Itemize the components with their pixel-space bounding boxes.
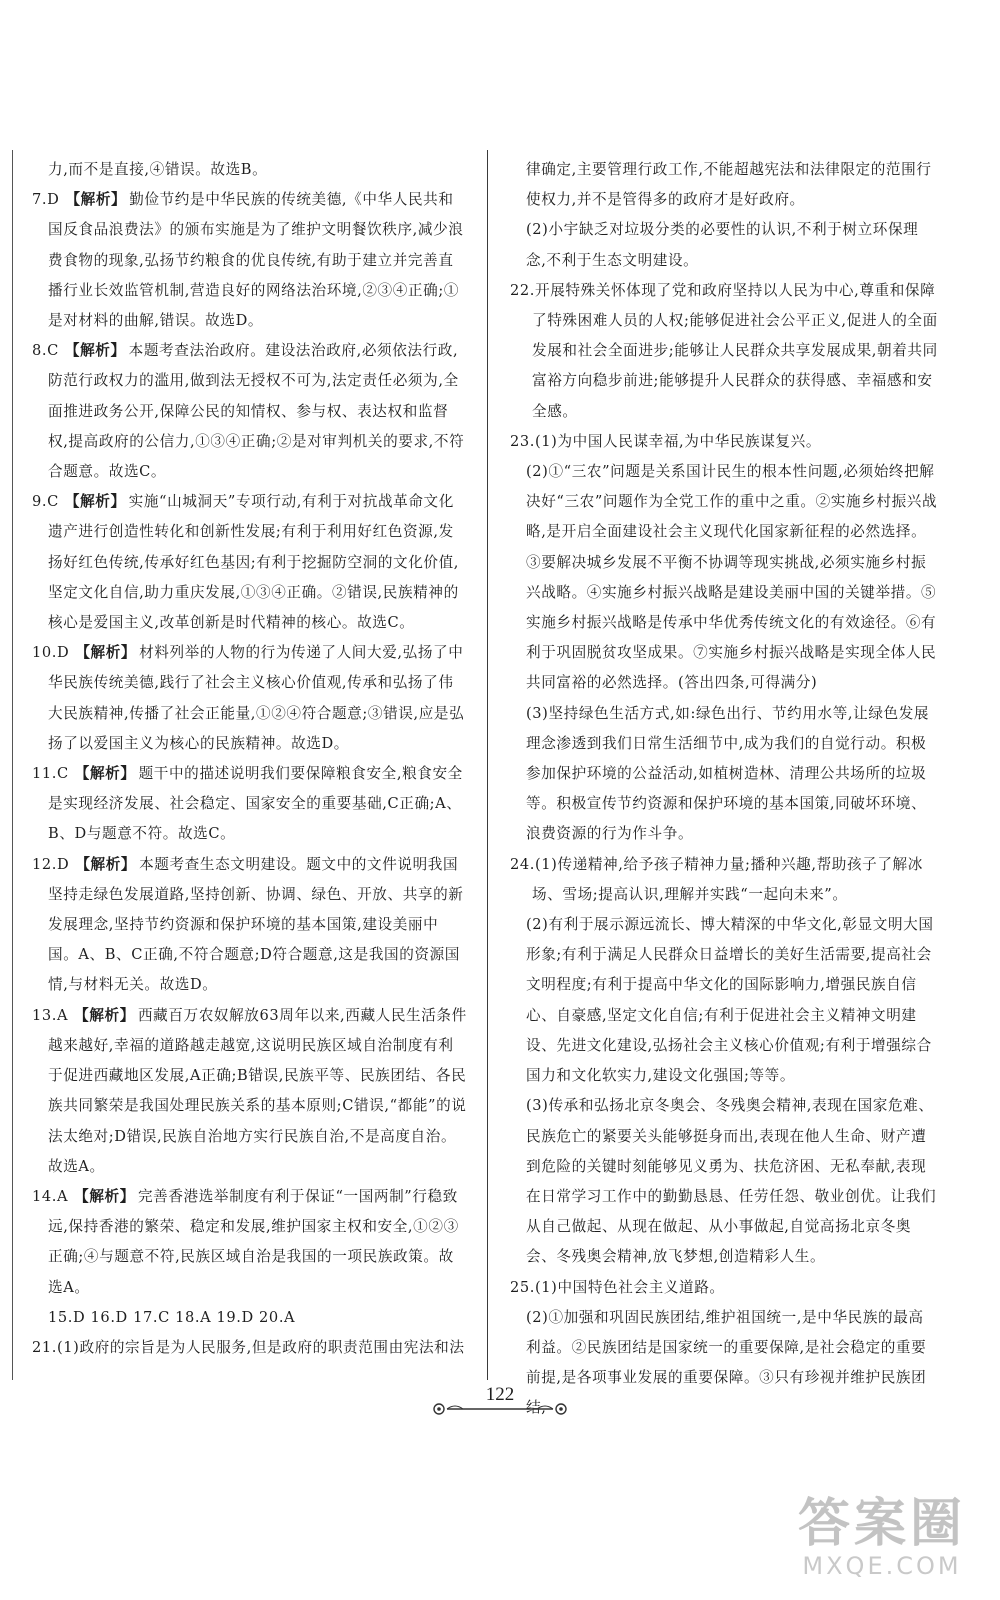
answer-paragraph: 25.(1)中国特色社会主义道路。 [510, 1278, 725, 1296]
answer-paragraph: (2)有利于展示源远流长、博大精深的中华文化,彰显文明大国形象;有利于满足人民群众日益增长的美好生活需要,提高社会文明程度;有利于提高中华文化的国际影响力,增强民族自信心、自豪感,坚定文化自信;有利于促进社会主义精神文明建设、先进文化建设,弘扬社会主义核心价值观;有利于增强综合国力和文化软实力,建设文化强国;等等。 [526, 916, 934, 1085]
answer-item [32, 1182, 467, 1303]
answer-body: 实施“山城洞天”专项行动,有利于对抗战革命文化遗产进行创造性转化和创新性发展;有利于利用好红色资源,发扬好红色传统,传承好红色基因;有利于挖掘防空洞的文化价值,坚定文化自信,助力重庆发展,①③④正确。②错误,民族精神的核心是爱国主义,改革创新是时代精神的核心。故选C。 [48, 493, 460, 632]
watermark-url: MXQE.COM [802, 1552, 962, 1580]
answer-paragraph: 23.(1)为中国人民谋幸福,为中华民族谋复兴。 [510, 432, 822, 450]
answer-item [32, 487, 467, 638]
analysis-tag: 【解析】 [65, 191, 127, 209]
answer-paragraph: (2)小宇缺乏对垃圾分类的必要性的认识,不利于树立环保理念,不利于生态文明建设。 [526, 221, 919, 269]
answer-item [32, 850, 467, 1001]
answer-paragraph: 24.(1)传递精神,给予孩子精神力量;播种兴趣,帮助孩子了解冰场、雪场;提高认识,理解并实践“一起向未来”。 [510, 855, 923, 903]
right-column [510, 155, 938, 1424]
answer-item [32, 638, 467, 759]
answer-number: 14.A [32, 1187, 69, 1205]
watermark [782, 1496, 982, 1580]
answer-item [32, 336, 467, 487]
answer-body: 勤俭节约是中华民族的传统美德,《中华人民共和国反食品浪费法》的颁布实施是为了维护文明餐饮秩序,减少浪费食物的现象,弘扬节约粮食的优良传统,有助于建立并完善直播行业长效监管机制,营造良好的网络法治环境,②③④正确;①是对材料的曲解,错误。故选D。 [48, 191, 464, 330]
answer-paragraph: (2)①加强和巩固民族团结,维护祖国统一,是中华民族的最高利益。②民族团结是国家统一的重要保障,是社会稳定的重要前提,是各项事业发展的重要保障。③只有珍视并维护民族团结, [526, 1308, 927, 1417]
watermark-logo: 答案圈 [797, 1494, 966, 1554]
answer-body: 本题考查法治政府。建设法治政府,必须依法行政,防范行政权力的滥用,做到法无授权不可为,法定责任必须为,全面推进政务公开,保障公民的知情权、参与权、表达权和监督权,提高政府的公信力,①③④正确;②是对审判机关的要求,不符合题意。故选C。 [48, 342, 465, 481]
answer-number: 9.C [32, 493, 59, 511]
answer-item [32, 759, 467, 850]
answer-body: 材料列举的人物的行为传递了人间大爱,弘扬了中华民族传统美德,践行了社会主义核心价值观,传承和弘扬了伟大民族精神,传播了社会正能量,①②④符合题意;③错误,应是弘扬了以爱国主义为核心的民族精神。故选D。 [48, 644, 465, 752]
answer-number: 12.D [32, 855, 70, 873]
analysis-tag: 【解析】 [74, 765, 136, 783]
page-number: 122 [485, 1384, 515, 1405]
left-column [32, 155, 467, 1363]
answer-paragraph: 律确定,主要管理行政工作,不能超越宪法和法律限定的范围行使权力,并不是管得多的政府才是好政府。 [526, 161, 932, 209]
answer-number: 7.D [32, 191, 60, 209]
answer-number: 13.A [32, 1006, 69, 1024]
analysis-tag: 【解析】 [64, 493, 126, 511]
answer-item [32, 1001, 467, 1182]
answer-number: 8.C [32, 342, 59, 360]
answer-body: 完善香港选举制度有利于保证“一国两制”行稳致远,保持香港的繁荣、稳定和发展,维护国家主权和安全,①②③正确;④与题意不符,民族区域自治是我国的一项民族政策。故选A。 [48, 1187, 459, 1296]
analysis-tag: 【解析】 [75, 644, 137, 662]
answer-body: 本题考查生态文明建设。题文中的文件说明我国坚持走绿色发展道路,坚持创新、协调、绿色、开放、共享的新发展理念,坚持节约资源和保护环境的基本国策,建设美丽中国。A、B、C正确,不符合题意;D符合题意,这是我国的资源国情,与材料无关。故选D。 [48, 855, 464, 994]
analysis-tag: 【解析】 [74, 1006, 135, 1024]
answer-number: 11.C [32, 765, 69, 783]
answer-body: 题干中的描述说明我们要保障粮食安全,粮食安全是实现经济发展、社会稳定、国家安全的重要基础,C正确;A、B、D与题意不符。故选C。 [48, 765, 463, 843]
answer-continuation: 力,而不是直接,④错误。故选B。 [48, 161, 268, 178]
answer-body: 西藏百万农奴解放63周年以来,西藏人民生活条件越来越好,幸福的道路越走越宽,这说明民族区域自治制度有利于促进西藏地区发展,A正确;B错误,民族平等、民族团结、各民族共同繁荣是我国处理民族关系的基本原则;C错误,“都能”的说法太绝对;D错误,民族自治地方实行民族自治,不是高度自治。故选A。 [48, 1006, 467, 1175]
analysis-tag: 【解析】 [74, 1187, 135, 1205]
answer-21: 21.(1)政府的宗旨是为人民服务,但是政府的职责范围由宪法和法 [32, 1338, 465, 1356]
answer-list-right [510, 155, 938, 1424]
answer-paragraph: (3)坚持绿色生活方式,如:绿色出行、节约用水等,让绿色发展理念渗透到我们日常生活细节中,成为我们的自觉行动。积极参加保护环境的公益活动,如植树造林、清理公共场所的垃圾等。积极宣传节约资源和保护环境的基本国策,同破坏环境、浪费资源的行为作斗争。 [526, 704, 930, 843]
left-margin-rule [12, 150, 13, 1380]
answer-item [32, 185, 467, 336]
analysis-tag: 【解析】 [64, 342, 126, 360]
short-answers: 15.D 16.D 17.C 18.A 19.D 20.A [48, 1308, 296, 1326]
page-footer [420, 1384, 580, 1416]
answer-list [32, 185, 467, 1303]
answer-number: 10.D [32, 644, 70, 662]
analysis-tag: 【解析】 [75, 855, 137, 873]
answer-paragraph: 22.开展特殊关怀体现了党和政府坚持以人民为中心,尊重和保障了特殊困难人员的人权;能够促进社会公平正义,促进人的全面发展和社会全面进步;能够让人民群众共享发展成果,朝着共同富裕方向稳步前进;能够提升人民群众的获得感、幸福感和安全感。 [510, 281, 938, 420]
column-divider [487, 150, 488, 1380]
answer-paragraph: (3)传承和弘扬北京冬奥会、冬残奥会精神,表现在国家危难、民族危亡的紧要关头能够挺身而出,表现在他人生命、财产遭到危险的关键时刻能够见义勇为、扶危济困、无私奉献,表现在日常学习工作中的勤勤恳恳、任劳任怨、敬业创优。让我们从自己做起、从现在做起、从小事做起,自觉高扬北京冬奥会、冬残奥会精神,放飞梦想,创造精彩人生。 [526, 1097, 937, 1266]
answer-paragraph: (2)①“三农”问题是关系国计民生的根本性问题,必须始终把解决好“三农”问题作为全党工作的重中之重。②实施乡村振兴战略,是开启全面建设社会主义现代化国家新征程的必然选择。③要解决城乡发展不平衡不协调等现实挑战,必须实施乡村振兴战略。④实施乡村振兴战略是建设美丽中国的关键举措。⑤实施乡村振兴战略是传承中华优秀传统文化的有效途径。⑥有利于巩固脱贫攻坚成果。⑦实施乡村振兴战略是实现全体人民共同富裕的必然选择。(答出四条,可得满分) [526, 463, 938, 692]
